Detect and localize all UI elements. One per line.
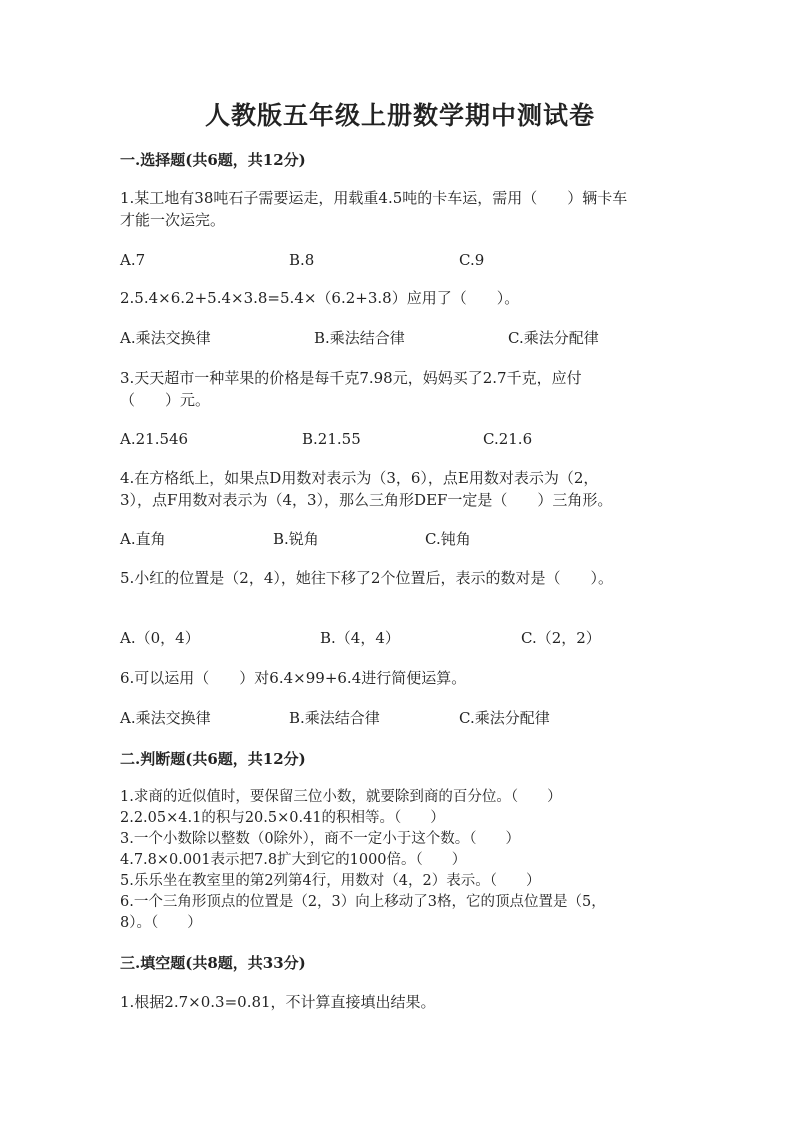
- section-heading-fill: 三.填空题(共8题，共33分): [120, 954, 306, 972]
- section-heading-judge: 二.判断题(共6题，共12分): [120, 750, 306, 768]
- question-5-option-a: A.（0，4）: [120, 629, 200, 647]
- question-3-option-b: B.21.55: [302, 430, 361, 448]
- judge-item-2: 2.2.05×4.1的积与20.5×0.41的积相等。（ ）: [120, 810, 445, 826]
- section-heading-choice: 一.选择题(共6题，共12分): [120, 151, 306, 169]
- question-6-option-c: C.乘法分配律: [459, 709, 550, 727]
- question-5-option-b: B.（4，4）: [320, 629, 400, 647]
- judge-item-5: 5.乐乐坐在教室里的第2列第4行，用数对（4，2）表示。（ ）: [120, 873, 541, 889]
- judge-item-1: 1.求商的近似值时，要保留三位小数，就要除到商的百分位。（ ）: [120, 789, 562, 805]
- judge-item-3: 3.一个小数除以整数（0除外），商不一定小于这个数。（ ）: [120, 831, 521, 847]
- question-2-option-c: C.乘法分配律: [508, 329, 599, 347]
- question-2-option-a: A.乘法交换律: [120, 329, 211, 347]
- question-1-line-1: 1.某工地有38吨石子需要运走，用载重4.5吨的卡车运，需用（ ）辆卡车: [120, 189, 628, 207]
- fill-item-1: 1.根据2.7×0.3=0.81，不计算直接填出结果。: [120, 993, 436, 1011]
- judge-item-6-line-2: 8）。（ ）: [120, 915, 202, 931]
- question-6-option-b: B.乘法结合律: [289, 709, 380, 727]
- question-1-option-a: A.7: [120, 251, 146, 269]
- question-4-line-1: 4.在方格纸上，如果点D用数对表示为（3，6），点E用数对表示为（2，: [120, 469, 599, 487]
- question-1-option-b: B.8: [289, 251, 315, 269]
- question-3-line-1: 3.天天超市一种苹果的价格是每千克7.98元，妈妈买了2.7千克，应付: [120, 369, 582, 387]
- question-1-option-c: C.9: [459, 251, 485, 269]
- question-4-line-2: 3），点F用数对表示为（4，3），那么三角形DEF一定是（ ）三角形。: [120, 491, 613, 509]
- question-4-option-a: A.直角: [120, 530, 166, 548]
- question-3-option-c: C.21.6: [483, 430, 533, 448]
- question-6-line-1: 6.可以运用（ ）对6.4×99+6.4进行简便运算。: [120, 669, 467, 687]
- question-2-option-b: B.乘法结合律: [314, 329, 405, 347]
- question-5-line-1: 5.小红的位置是（2，4），她往下移了2个位置后，表示的数对是（ ）。: [120, 569, 613, 587]
- question-5-option-c: C.（2，2）: [521, 629, 601, 647]
- page-title: 人教版五年级上册数学期中测试卷: [204, 101, 595, 130]
- question-6-option-a: A.乘法交换律: [120, 709, 211, 727]
- judge-item-4: 4.7.8×0.001表示把7.8扩大到它的1000倍。（ ）: [120, 852, 467, 868]
- judge-item-6-line-1: 6.一个三角形顶点的位置是（2，3）向上移动了3格，它的顶点位置是（5，: [120, 894, 606, 910]
- question-4-option-c: C.钝角: [425, 530, 471, 548]
- question-2-line-1: 2.5.4×6.2+5.4×3.8=5.4×（6.2+3.8）应用了（ ）。: [120, 289, 520, 307]
- question-3-option-a: A.21.546: [120, 430, 189, 448]
- question-1-line-2: 才能一次运完。: [120, 211, 226, 229]
- question-3-line-2: （ ）元。: [120, 391, 211, 409]
- question-4-option-b: B.锐角: [273, 530, 319, 548]
